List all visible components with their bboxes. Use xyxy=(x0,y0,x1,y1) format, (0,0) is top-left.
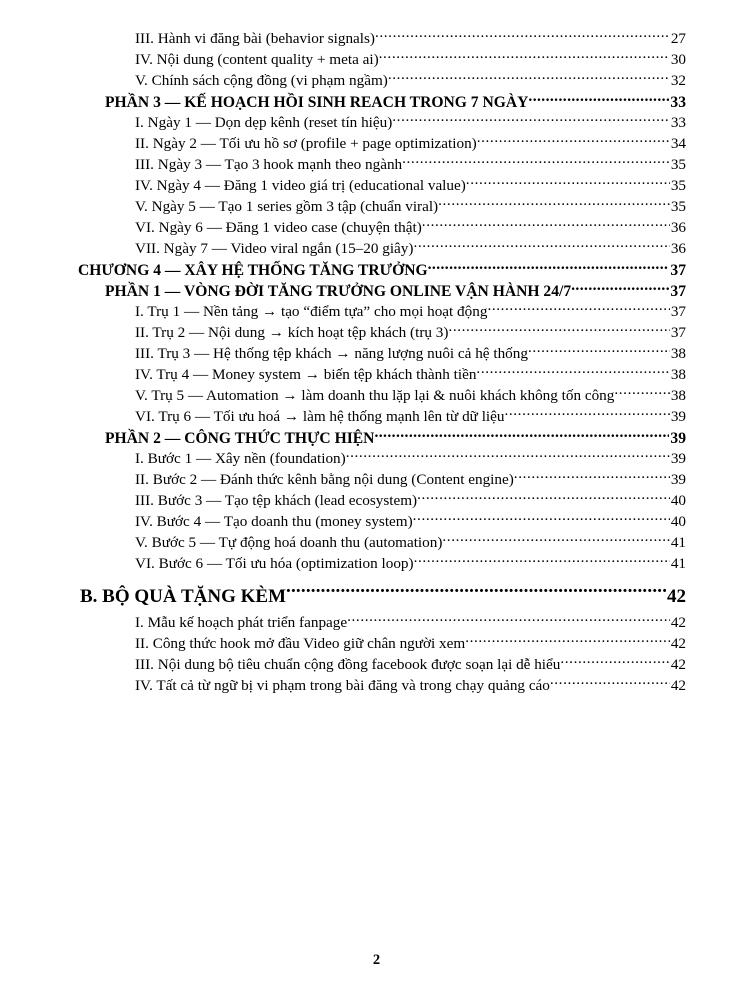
toc-entry[interactable] xyxy=(0,406,753,427)
toc-entry-page-number: 38 xyxy=(670,387,686,405)
toc-dot-leader xyxy=(514,469,670,484)
toc-entry-page-number: 33 xyxy=(670,93,686,111)
toc-dot-leader xyxy=(413,511,670,526)
toc-dot-leader xyxy=(528,343,670,358)
toc-dot-leader xyxy=(466,175,670,190)
toc-dot-leader xyxy=(442,532,669,547)
toc-entry-page-number: 42 xyxy=(670,635,686,653)
toc-dot-leader xyxy=(286,583,666,602)
toc-dot-leader xyxy=(417,490,670,505)
toc-dot-leader xyxy=(550,675,670,690)
toc-entry[interactable] xyxy=(0,238,753,259)
toc-dot-leader xyxy=(414,553,670,568)
toc-dot-leader xyxy=(347,612,670,627)
toc-entry[interactable] xyxy=(0,582,753,612)
table-of-contents xyxy=(0,28,753,696)
toc-entry[interactable] xyxy=(0,70,753,91)
toc-entry[interactable] xyxy=(0,427,753,448)
toc-entry-title: I. Bước 1 — Xây nền (foundation) xyxy=(135,450,346,468)
toc-dot-leader xyxy=(392,112,670,127)
toc-entry[interactable] xyxy=(0,633,753,654)
toc-entry-title: I. Mẫu kế hoạch phát triển fanpage xyxy=(135,614,348,632)
toc-entry[interactable] xyxy=(0,133,753,154)
toc-entry[interactable] xyxy=(0,448,753,469)
toc-entry[interactable] xyxy=(0,612,753,633)
toc-entry-title: II. Công thức hook mở đầu Video giữ chân người xem xyxy=(135,635,466,653)
toc-dot-leader xyxy=(388,70,670,85)
toc-entry-title: III. Ngày 3 — Tạo 3 hook mạnh theo ngành xyxy=(135,156,403,174)
toc-entry-page-number: 37 xyxy=(670,324,686,342)
toc-entry[interactable] xyxy=(0,91,753,112)
toc-entry-page-number: 37 xyxy=(670,282,686,300)
toc-dot-leader xyxy=(428,259,670,275)
toc-entry-page-number: 37 xyxy=(670,303,686,321)
toc-entry-page-number: 38 xyxy=(670,366,686,384)
toc-dot-leader xyxy=(346,448,670,463)
toc-entry-title: I. Ngày 1 — Dọn dẹp kênh (reset tín hiệu) xyxy=(135,114,393,132)
toc-dot-leader xyxy=(614,385,669,400)
toc-entry-title: PHẦN 1 — VÒNG ĐỜI TĂNG TRƯỞNG ONLINE VẬN HÀNH 24/7 xyxy=(105,282,572,300)
toc-entry[interactable] xyxy=(0,532,753,553)
toc-entry-title: PHẦN 2 — CÔNG THỨC THỰC HIỆN xyxy=(105,429,375,447)
toc-entry-title: B. BỘ QUÀ TẶNG KÈM xyxy=(80,586,287,607)
toc-entry-title: PHẦN 3 — KẾ HOẠCH HỒI SINH REACH TRONG 7 NGÀY xyxy=(105,93,529,111)
toc-entry-title: II. Bước 2 — Đánh thức kênh bằng nội dung (Content engine) xyxy=(135,471,514,489)
toc-entry[interactable] xyxy=(0,175,753,196)
toc-entry-title: III. Nội dung bộ tiêu chuẩn cộng đồng facebook được soạn lại dễ hiểu xyxy=(135,656,561,674)
toc-entry-title: II. Trụ 2 — Nội dung → kích hoạt tệp khách (trụ 3) xyxy=(135,324,449,342)
page-number-footer: 2 xyxy=(372,952,381,968)
toc-dot-leader xyxy=(476,364,669,379)
toc-entry-title: IV. Trụ 4 — Money system → biến tệp khách thành tiền xyxy=(135,366,477,384)
toc-dot-leader xyxy=(560,654,669,669)
toc-dot-leader xyxy=(422,217,670,232)
toc-entry-title: V. Trụ 5 — Automation → làm doanh thu lặp lại & nuôi khách không tốn công xyxy=(135,387,615,405)
toc-entry[interactable] xyxy=(0,553,753,574)
toc-entry-title: IV. Nội dung (content quality + meta ai) xyxy=(135,51,379,69)
toc-entry[interactable] xyxy=(0,280,753,301)
toc-entry-page-number: 35 xyxy=(670,198,686,216)
toc-entry-page-number: 33 xyxy=(670,114,686,132)
toc-dot-leader xyxy=(438,196,670,211)
toc-entry-page-number: 38 xyxy=(670,345,686,363)
toc-entry[interactable] xyxy=(0,49,753,70)
toc-entry-page-number: 39 xyxy=(670,408,686,426)
toc-entry[interactable] xyxy=(0,511,753,532)
toc-entry-title: IV. Ngày 4 — Đăng 1 video giá trị (educational value) xyxy=(135,177,466,195)
toc-dot-leader xyxy=(465,633,670,648)
toc-entry-page-number: 39 xyxy=(670,429,686,447)
toc-entry-page-number: 30 xyxy=(670,51,686,69)
toc-entry-title: V. Bước 5 — Tự động hoá doanh thu (automation) xyxy=(135,534,443,552)
toc-entry-title: VI. Bước 6 — Tối ưu hóa (optimization loop) xyxy=(135,555,414,573)
toc-entry-page-number: 42 xyxy=(670,677,686,695)
toc-entry-title: III. Hành vi đăng bài (behavior signals) xyxy=(135,30,375,48)
toc-entry[interactable] xyxy=(0,364,753,385)
toc-entry-title: III. Trụ 3 — Hệ thống tệp khách → năng lượng nuôi cả hệ thống xyxy=(135,345,528,363)
toc-entry-page-number: 36 xyxy=(670,240,686,258)
toc-entry[interactable] xyxy=(0,28,753,49)
toc-entry[interactable] xyxy=(0,322,753,343)
toc-entry[interactable] xyxy=(0,217,753,238)
toc-dot-leader xyxy=(487,301,669,316)
toc-entry[interactable] xyxy=(0,675,753,696)
toc-entry-title: I. Trụ 1 — Nền tảng → tạo “điểm tựa” cho mọi hoạt động xyxy=(135,303,488,321)
toc-dot-leader xyxy=(379,49,670,64)
toc-entry-page-number: 39 xyxy=(670,450,686,468)
toc-entry[interactable] xyxy=(0,469,753,490)
toc-entry-title: VI. Ngày 6 — Đăng 1 video case (chuyện thật) xyxy=(135,219,422,237)
toc-dot-leader xyxy=(571,280,669,296)
toc-entry-title: VI. Trụ 6 — Tối ưu hoá → làm hệ thống mạnh lên từ dữ liệu xyxy=(135,408,505,426)
toc-dot-leader xyxy=(528,91,669,107)
toc-entry[interactable] xyxy=(0,112,753,133)
toc-entry-page-number: 35 xyxy=(670,177,686,195)
toc-dot-leader xyxy=(402,154,670,169)
toc-entry-page-number: 40 xyxy=(670,513,686,531)
toc-dot-leader xyxy=(448,322,669,337)
toc-entry[interactable] xyxy=(0,196,753,217)
toc-entry[interactable] xyxy=(0,385,753,406)
toc-entry-page-number: 39 xyxy=(670,471,686,489)
toc-entry[interactable] xyxy=(0,301,753,322)
toc-entry-title: IV. Bước 4 — Tạo doanh thu (money system) xyxy=(135,513,413,531)
toc-entry-title: V. Chính sách cộng đồng (vi phạm ngầm) xyxy=(135,72,388,90)
toc-entry-page-number: 37 xyxy=(670,261,686,279)
toc-entry[interactable] xyxy=(0,343,753,364)
toc-entry[interactable] xyxy=(0,259,753,280)
toc-entry-page-number: 42 xyxy=(667,586,686,607)
toc-dot-leader xyxy=(413,238,669,253)
toc-entry-page-number: 40 xyxy=(670,492,686,510)
toc-entry-page-number: 41 xyxy=(670,555,686,573)
toc-dot-leader xyxy=(375,28,670,43)
toc-entry-page-number: 36 xyxy=(670,219,686,237)
toc-dot-leader xyxy=(374,427,669,443)
toc-entry-title: CHƯƠNG 4 — XÂY HỆ THỐNG TĂNG TRƯỞNG xyxy=(78,261,428,279)
toc-entry-page-number: 27 xyxy=(670,30,686,48)
toc-entry-page-number: 42 xyxy=(670,614,686,632)
toc-entry-title: II. Ngày 2 — Tối ưu hồ sơ (profile + page optimization) xyxy=(135,135,477,153)
toc-entry-title: III. Bước 3 — Tạo tệp khách (lead ecosystem) xyxy=(135,492,418,510)
toc-dot-leader xyxy=(504,406,669,421)
toc-entry-page-number: 42 xyxy=(670,656,686,674)
toc-entry[interactable] xyxy=(0,490,753,511)
toc-entry-title: VII. Ngày 7 — Video viral ngắn (15–20 giây) xyxy=(135,240,414,258)
toc-entry-page-number: 41 xyxy=(670,534,686,552)
toc-entry-page-number: 35 xyxy=(670,156,686,174)
toc-entry-title: IV. Tất cả từ ngữ bị vi phạm trong bài đăng và trong chạy quảng cáo xyxy=(135,677,550,695)
toc-entry-title: V. Ngày 5 — Tạo 1 series gồm 3 tập (chuẩn viral) xyxy=(135,198,439,216)
toc-entry-page-number: 34 xyxy=(670,135,686,153)
toc-dot-leader xyxy=(477,133,670,148)
toc-entry-page-number: 32 xyxy=(670,72,686,90)
toc-entry[interactable] xyxy=(0,654,753,675)
toc-entry[interactable] xyxy=(0,154,753,175)
